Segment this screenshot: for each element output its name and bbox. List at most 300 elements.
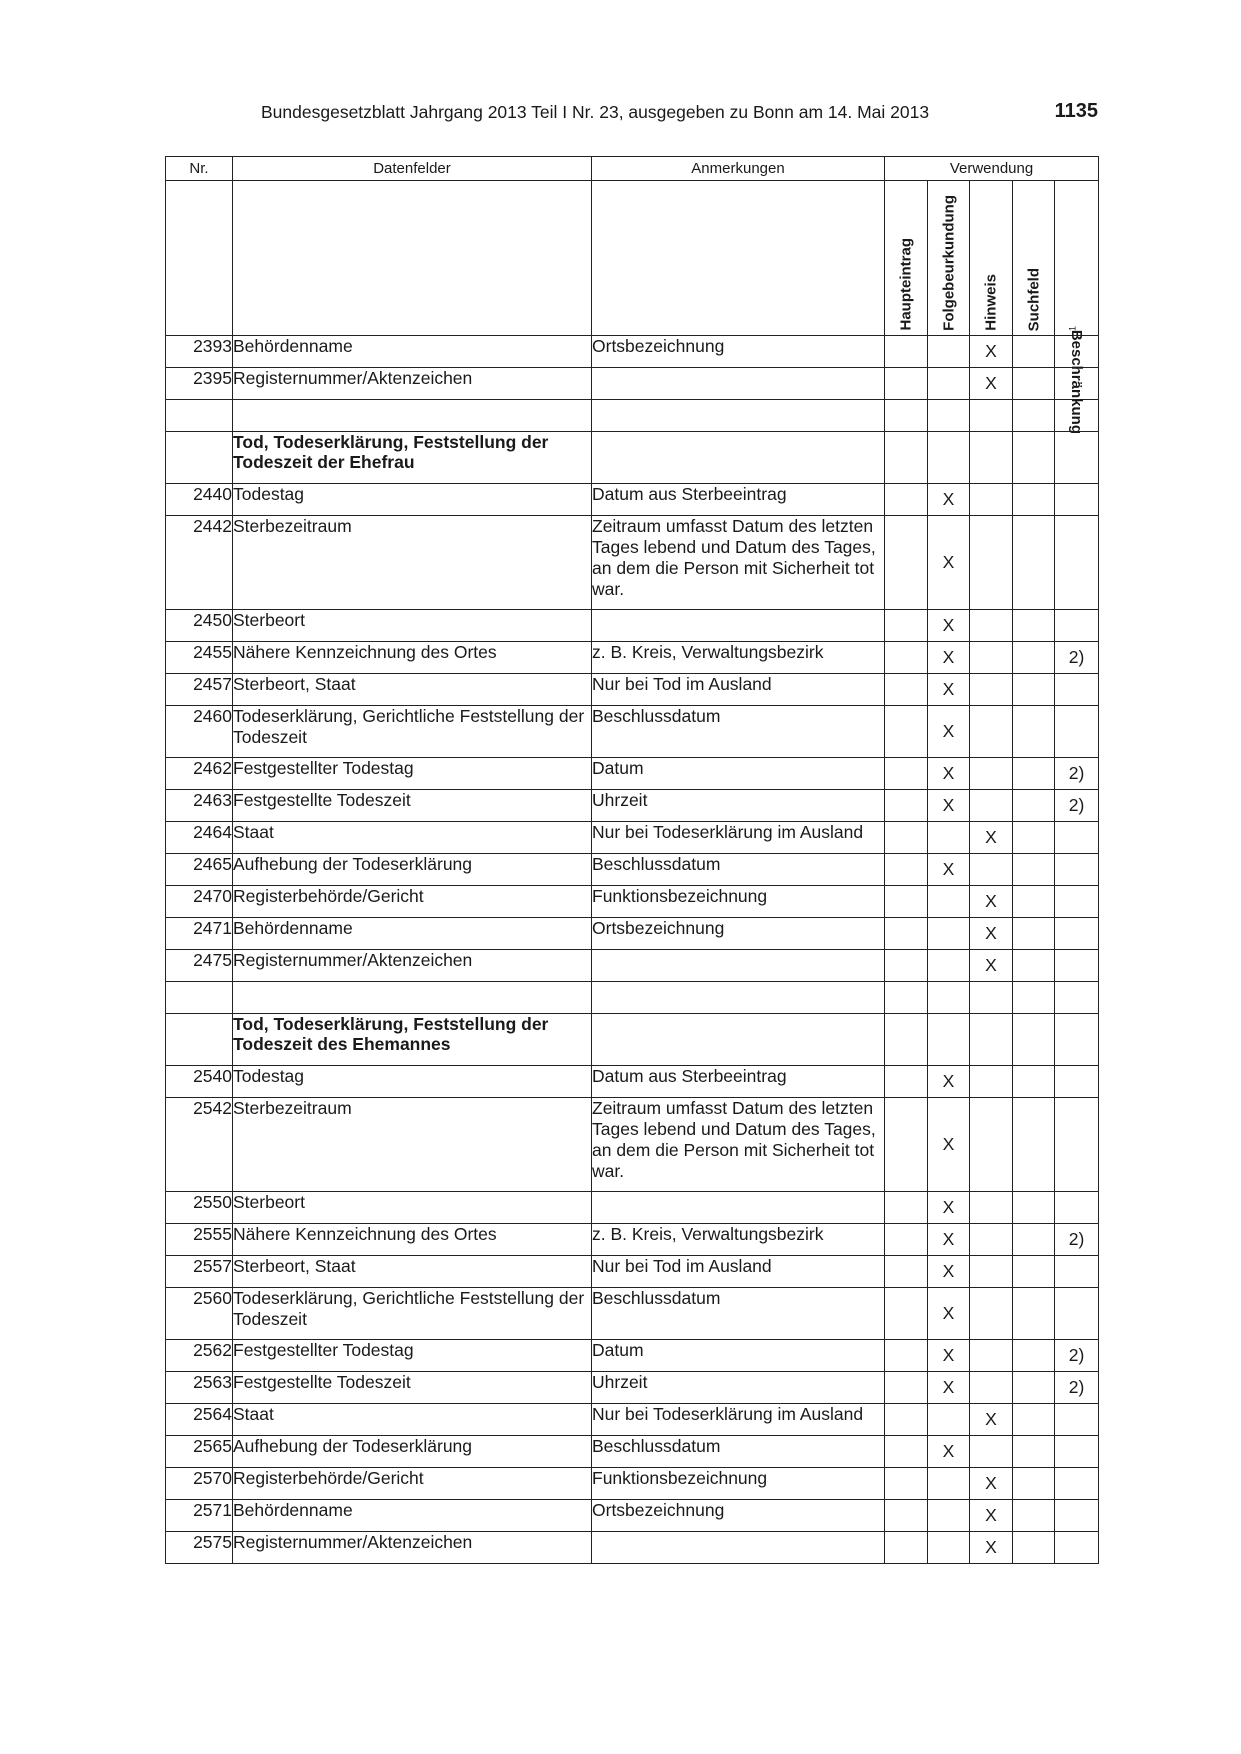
- mark-beschraenkung: [1055, 610, 1099, 642]
- mark-suchfeld: [1013, 1468, 1055, 1500]
- mark-suchfeld: [1013, 886, 1055, 918]
- field-name: Registernummer/Aktenzeichen: [233, 950, 592, 982]
- field-name: Todeserklärung, Gerichtliche Feststellung der Todeszeit: [233, 1288, 592, 1340]
- mark-suchfeld: [1013, 1098, 1055, 1192]
- mark-haupteintrag: [885, 1224, 928, 1256]
- section-heading: Tod, Todeserklärung, Feststellung der Todeszeit des Ehemannes: [233, 1014, 592, 1066]
- mark-hinweis: [970, 758, 1013, 790]
- field-name: Todestag: [233, 1066, 592, 1098]
- mark-folgebeurkundung: X: [928, 706, 970, 758]
- mark-suchfeld: [1013, 706, 1055, 758]
- field-name: Festgestellte Todeszeit: [233, 1372, 592, 1404]
- mark-hinweis: X: [970, 886, 1013, 918]
- table-row: [166, 1436, 1099, 1468]
- field-name: Sterbeort, Staat: [233, 674, 592, 706]
- mark-hinweis: [970, 1192, 1013, 1224]
- row-number: 2457: [166, 674, 233, 706]
- field-name: [233, 400, 592, 432]
- mark-haupteintrag: [885, 854, 928, 886]
- mark-haupteintrag: [885, 886, 928, 918]
- table-body: [166, 336, 1099, 1564]
- row-number: [166, 400, 233, 432]
- row-number: 2393: [166, 336, 233, 368]
- mark-folgebeurkundung: [928, 336, 970, 368]
- header-datenfelder: Datenfelder: [233, 157, 592, 181]
- mark-folgebeurkundung: X: [928, 1098, 970, 1192]
- mark-suchfeld: [1013, 1288, 1055, 1340]
- mark-suchfeld: [1013, 610, 1055, 642]
- mark-hinweis: [970, 484, 1013, 516]
- mark-suchfeld: [1013, 982, 1055, 1014]
- mark-haupteintrag: [885, 1500, 928, 1532]
- field-name: Festgestellter Todestag: [233, 758, 592, 790]
- mark-folgebeurkundung: [928, 886, 970, 918]
- mark-suchfeld: [1013, 790, 1055, 822]
- table-row: [166, 642, 1099, 674]
- field-name: [233, 982, 592, 1014]
- mark-suchfeld: [1013, 1372, 1055, 1404]
- table-row: [166, 1372, 1099, 1404]
- field-note: Datum aus Sterbeeintrag: [592, 484, 885, 516]
- mark-beschraenkung: 2): [1055, 758, 1099, 790]
- mark-folgebeurkundung: [928, 1532, 970, 1564]
- mark-folgebeurkundung: X: [928, 854, 970, 886]
- field-note: Ortsbezeichnung: [592, 336, 885, 368]
- mark-hinweis: [970, 1340, 1013, 1372]
- field-name: Registerbehörde/Gericht: [233, 886, 592, 918]
- mark-folgebeurkundung: [928, 950, 970, 982]
- mark-hinweis: [970, 674, 1013, 706]
- field-name: Todestag: [233, 484, 592, 516]
- mark-haupteintrag: [885, 1372, 928, 1404]
- running-head: Bundesgesetzblatt Jahrgang 2013 Teil I Nr. 23, ausgegeben zu Bonn am 14. Mai 2013: [261, 102, 930, 122]
- row-number: 2564: [166, 1404, 233, 1436]
- field-name: Nähere Kennzeichnung des Ortes: [233, 1224, 592, 1256]
- table-row: [166, 1192, 1099, 1224]
- mark-suchfeld: [1013, 1256, 1055, 1288]
- mark-suchfeld: [1013, 368, 1055, 400]
- header-haupteintrag: Haupteintrag: [885, 181, 928, 336]
- mark-beschraenkung: [1055, 674, 1099, 706]
- table-row: [166, 1014, 1099, 1066]
- field-note: Ortsbezeichnung: [592, 918, 885, 950]
- mark-haupteintrag: [885, 336, 928, 368]
- row-number: 2450: [166, 610, 233, 642]
- mark-folgebeurkundung: [928, 1014, 970, 1066]
- mark-beschraenkung: 2): [1055, 790, 1099, 822]
- mark-suchfeld: [1013, 642, 1055, 674]
- header-spacer: [592, 181, 885, 336]
- mark-hinweis: X: [970, 336, 1013, 368]
- header-folgebeurkundung: Folgebeurkundung: [928, 181, 970, 336]
- mark-haupteintrag: [885, 950, 928, 982]
- field-note: [592, 610, 885, 642]
- field-note: [592, 1014, 885, 1066]
- mark-hinweis: X: [970, 822, 1013, 854]
- field-note: Nur bei Todeserklärung im Ausland: [592, 1404, 885, 1436]
- mark-beschraenkung: [1055, 886, 1099, 918]
- field-name: Sterbeort: [233, 610, 592, 642]
- table-row: [166, 822, 1099, 854]
- mark-beschraenkung: [1055, 918, 1099, 950]
- mark-haupteintrag: [885, 1288, 928, 1340]
- mark-suchfeld: [1013, 1340, 1055, 1372]
- header-hinweis: Hinweis: [970, 181, 1013, 336]
- field-name: Sterbeort: [233, 1192, 592, 1224]
- mark-beschraenkung: 2): [1055, 1224, 1099, 1256]
- row-number: 2563: [166, 1372, 233, 1404]
- row-number: 2542: [166, 1098, 233, 1192]
- field-note: Uhrzeit: [592, 790, 885, 822]
- field-name: Registernummer/Aktenzeichen: [233, 1532, 592, 1564]
- mark-suchfeld: [1013, 950, 1055, 982]
- mark-suchfeld: [1013, 758, 1055, 790]
- mark-haupteintrag: [885, 918, 928, 950]
- table-row: [166, 1404, 1099, 1436]
- mark-suchfeld: [1013, 336, 1055, 368]
- field-note: Nur bei Tod im Ausland: [592, 674, 885, 706]
- mark-haupteintrag: [885, 1098, 928, 1192]
- header-spacer: [233, 181, 592, 336]
- table-row: [166, 706, 1099, 758]
- mark-haupteintrag: [885, 1256, 928, 1288]
- header-spacer: [166, 181, 233, 336]
- row-number: 2442: [166, 516, 233, 610]
- mark-beschraenkung: [1055, 432, 1099, 484]
- mark-beschraenkung: [1055, 1066, 1099, 1098]
- field-name: Sterbezeitraum: [233, 516, 592, 610]
- mark-folgebeurkundung: [928, 1500, 970, 1532]
- mark-haupteintrag: [885, 484, 928, 516]
- table-row: [166, 982, 1099, 1014]
- mark-beschraenkung: [1055, 1436, 1099, 1468]
- table-row: [166, 950, 1099, 982]
- mark-beschraenkung: [1055, 484, 1099, 516]
- mark-haupteintrag: [885, 1192, 928, 1224]
- table-row: [166, 368, 1099, 400]
- field-note: Funktionsbezeichnung: [592, 1468, 885, 1500]
- field-name: Registerbehörde/Gericht: [233, 1468, 592, 1500]
- mark-hinweis: X: [970, 918, 1013, 950]
- table-row: [166, 516, 1099, 610]
- table-row: [166, 758, 1099, 790]
- mark-suchfeld: [1013, 1224, 1055, 1256]
- field-name: Staat: [233, 822, 592, 854]
- field-note: z. B. Kreis, Verwaltungsbezirk: [592, 1224, 885, 1256]
- mark-folgebeurkundung: X: [928, 758, 970, 790]
- header-suchfeld: Suchfeld: [1013, 181, 1055, 336]
- mark-beschraenkung: [1055, 950, 1099, 982]
- field-note: [592, 368, 885, 400]
- mark-hinweis: X: [970, 1468, 1013, 1500]
- field-note: Uhrzeit: [592, 1372, 885, 1404]
- row-number: 2570: [166, 1468, 233, 1500]
- mark-haupteintrag: [885, 610, 928, 642]
- mark-hinweis: X: [970, 1500, 1013, 1532]
- mark-haupteintrag: [885, 400, 928, 432]
- mark-folgebeurkundung: X: [928, 790, 970, 822]
- row-number: [166, 982, 233, 1014]
- mark-haupteintrag: [885, 368, 928, 400]
- row-number: 2470: [166, 886, 233, 918]
- page-header: [165, 100, 1098, 130]
- mark-hinweis: [970, 1256, 1013, 1288]
- mark-hinweis: X: [970, 1532, 1013, 1564]
- field-note: Zeitraum umfasst Datum des letzten Tages lebend und Datum des Tages, an dem die Person mit Sicherheit tot war.: [592, 1098, 885, 1192]
- row-number: 2471: [166, 918, 233, 950]
- mark-folgebeurkundung: X: [928, 1372, 970, 1404]
- mark-beschraenkung: [1055, 822, 1099, 854]
- mark-haupteintrag: [885, 1340, 928, 1372]
- field-name: Sterbezeitraum: [233, 1098, 592, 1192]
- field-note: [592, 400, 885, 432]
- mark-folgebeurkundung: X: [928, 642, 970, 674]
- section-heading: Tod, Todeserklärung, Feststellung der Todeszeit der Ehefrau: [233, 432, 592, 484]
- mark-hinweis: [970, 1098, 1013, 1192]
- mark-folgebeurkundung: X: [928, 1192, 970, 1224]
- table-row: [166, 790, 1099, 822]
- mark-haupteintrag: [885, 1404, 928, 1436]
- register-table: [165, 156, 1099, 1564]
- mark-beschraenkung: [1055, 1256, 1099, 1288]
- mark-beschraenkung: [1055, 1014, 1099, 1066]
- mark-hinweis: [970, 1224, 1013, 1256]
- table-row: [166, 1340, 1099, 1372]
- field-note: [592, 1532, 885, 1564]
- mark-hinweis: X: [970, 950, 1013, 982]
- mark-suchfeld: [1013, 484, 1055, 516]
- table-row: [166, 484, 1099, 516]
- field-note: Datum aus Sterbeeintrag: [592, 1066, 885, 1098]
- mark-haupteintrag: [885, 1532, 928, 1564]
- mark-beschraenkung: [1055, 854, 1099, 886]
- row-number: 2440: [166, 484, 233, 516]
- table-row: [166, 1098, 1099, 1192]
- field-name: Behördenname: [233, 336, 592, 368]
- field-name: Behördenname: [233, 1500, 592, 1532]
- mark-beschraenkung: [1055, 516, 1099, 610]
- mark-folgebeurkundung: [928, 822, 970, 854]
- field-note: Zeitraum umfasst Datum des letzten Tages lebend und Datum des Tages, an dem die Person mit Sicherheit tot war.: [592, 516, 885, 610]
- mark-haupteintrag: [885, 706, 928, 758]
- mark-suchfeld: [1013, 516, 1055, 610]
- field-note: z. B. Kreis, Verwaltungsbezirk: [592, 642, 885, 674]
- mark-hinweis: [970, 1066, 1013, 1098]
- mark-hinweis: X: [970, 368, 1013, 400]
- field-name: Sterbeort, Staat: [233, 1256, 592, 1288]
- mark-beschraenkung: 2): [1055, 1372, 1099, 1404]
- mark-folgebeurkundung: [928, 918, 970, 950]
- table-row: [166, 854, 1099, 886]
- mark-suchfeld: [1013, 1014, 1055, 1066]
- mark-hinweis: [970, 610, 1013, 642]
- mark-beschraenkung: [1055, 1532, 1099, 1564]
- mark-haupteintrag: [885, 1468, 928, 1500]
- mark-folgebeurkundung: [928, 982, 970, 1014]
- mark-beschraenkung: [1055, 1468, 1099, 1500]
- mark-beschraenkung: [1055, 1288, 1099, 1340]
- field-name: Staat: [233, 1404, 592, 1436]
- table-row: [166, 674, 1099, 706]
- field-note: Nur bei Tod im Ausland: [592, 1256, 885, 1288]
- mark-suchfeld: [1013, 400, 1055, 432]
- mark-hinweis: [970, 790, 1013, 822]
- mark-folgebeurkundung: X: [928, 1066, 970, 1098]
- row-number: 2540: [166, 1066, 233, 1098]
- row-number: 2465: [166, 854, 233, 886]
- table-row: [166, 400, 1099, 432]
- mark-hinweis: [970, 982, 1013, 1014]
- row-number: 2462: [166, 758, 233, 790]
- table-row: [166, 336, 1099, 368]
- mark-folgebeurkundung: [928, 1404, 970, 1436]
- mark-hinweis: [970, 432, 1013, 484]
- table-row: [166, 432, 1099, 484]
- table-row: [166, 1500, 1099, 1532]
- table-row: [166, 610, 1099, 642]
- mark-hinweis: [970, 1288, 1013, 1340]
- field-name: Festgestellte Todeszeit: [233, 790, 592, 822]
- table-row: [166, 1224, 1099, 1256]
- table-row: [166, 918, 1099, 950]
- row-number: [166, 432, 233, 484]
- row-number: 2460: [166, 706, 233, 758]
- mark-folgebeurkundung: [928, 400, 970, 432]
- row-number: 2464: [166, 822, 233, 854]
- mark-folgebeurkundung: X: [928, 1340, 970, 1372]
- row-number: 2555: [166, 1224, 233, 1256]
- field-name: Aufhebung der Todeserklärung: [233, 854, 592, 886]
- mark-haupteintrag: [885, 790, 928, 822]
- mark-folgebeurkundung: [928, 432, 970, 484]
- field-name: Aufhebung der Todeserklärung: [233, 1436, 592, 1468]
- mark-folgebeurkundung: X: [928, 1256, 970, 1288]
- mark-suchfeld: [1013, 1066, 1055, 1098]
- mark-beschraenkung: [1055, 1192, 1099, 1224]
- field-note: Beschlussdatum: [592, 1288, 885, 1340]
- mark-beschraenkung: [1055, 706, 1099, 758]
- mark-suchfeld: [1013, 1404, 1055, 1436]
- row-number: 2562: [166, 1340, 233, 1372]
- mark-hinweis: X: [970, 1404, 1013, 1436]
- mark-haupteintrag: [885, 982, 928, 1014]
- field-note: Datum: [592, 1340, 885, 1372]
- row-number: 2571: [166, 1500, 233, 1532]
- header-nr: Nr.: [166, 157, 233, 181]
- mark-haupteintrag: [885, 432, 928, 484]
- field-note: [592, 432, 885, 484]
- mark-folgebeurkundung: X: [928, 1288, 970, 1340]
- mark-beschraenkung: 2): [1055, 642, 1099, 674]
- table-row: [166, 1256, 1099, 1288]
- mark-haupteintrag: [885, 674, 928, 706]
- mark-folgebeurkundung: [928, 368, 970, 400]
- page-number: 1135: [1054, 100, 1098, 122]
- mark-suchfeld: [1013, 1500, 1055, 1532]
- mark-hinweis: [970, 642, 1013, 674]
- row-number: 2557: [166, 1256, 233, 1288]
- mark-suchfeld: [1013, 1532, 1055, 1564]
- mark-hinweis: [970, 1372, 1013, 1404]
- mark-folgebeurkundung: X: [928, 484, 970, 516]
- header-anmerkungen: Anmerkungen: [592, 157, 885, 181]
- mark-hinweis: [970, 706, 1013, 758]
- mark-folgebeurkundung: X: [928, 674, 970, 706]
- row-number: 2395: [166, 368, 233, 400]
- header-verwendung: Verwendung: [885, 157, 1099, 181]
- mark-suchfeld: [1013, 918, 1055, 950]
- footnote-ref: 1: [1067, 325, 1078, 331]
- mark-folgebeurkundung: X: [928, 1436, 970, 1468]
- mark-beschraenkung: [1055, 1404, 1099, 1436]
- mark-folgebeurkundung: [928, 1468, 970, 1500]
- mark-haupteintrag: [885, 516, 928, 610]
- mark-suchfeld: [1013, 1192, 1055, 1224]
- row-number: 2565: [166, 1436, 233, 1468]
- field-name: Todeserklärung, Gerichtliche Feststellung der Todeszeit: [233, 706, 592, 758]
- field-name: Nähere Kennzeichnung des Ortes: [233, 642, 592, 674]
- table-row: [166, 886, 1099, 918]
- table-row: [166, 1468, 1099, 1500]
- table-row: [166, 1288, 1099, 1340]
- mark-suchfeld: [1013, 674, 1055, 706]
- field-note: Beschlussdatum: [592, 1436, 885, 1468]
- row-number: 2455: [166, 642, 233, 674]
- field-note: Ortsbezeichnung: [592, 1500, 885, 1532]
- mark-beschraenkung: 2): [1055, 1340, 1099, 1372]
- field-name: Behördenname: [233, 918, 592, 950]
- mark-beschraenkung: [1055, 1098, 1099, 1192]
- mark-haupteintrag: [885, 1066, 928, 1098]
- mark-hinweis: [970, 400, 1013, 432]
- field-note: [592, 1192, 885, 1224]
- table-row: [166, 1532, 1099, 1564]
- mark-hinweis: [970, 854, 1013, 886]
- mark-beschraenkung: [1055, 982, 1099, 1014]
- field-note: Beschlussdatum: [592, 854, 885, 886]
- mark-folgebeurkundung: X: [928, 516, 970, 610]
- header-beschraenkung: Beschränkung $^1$: [1055, 181, 1099, 336]
- mark-hinweis: [970, 1014, 1013, 1066]
- field-name: Registernummer/Aktenzeichen: [233, 368, 592, 400]
- mark-folgebeurkundung: X: [928, 610, 970, 642]
- row-number: 2463: [166, 790, 233, 822]
- row-number: [166, 1014, 233, 1066]
- field-note: Nur bei Todeserklärung im Ausland: [592, 822, 885, 854]
- mark-suchfeld: [1013, 432, 1055, 484]
- row-number: 2475: [166, 950, 233, 982]
- field-note: [592, 950, 885, 982]
- row-number: 2550: [166, 1192, 233, 1224]
- mark-suchfeld: [1013, 854, 1055, 886]
- field-note: Datum: [592, 758, 885, 790]
- field-note: Funktionsbezeichnung: [592, 886, 885, 918]
- field-name: Festgestellter Todestag: [233, 1340, 592, 1372]
- mark-haupteintrag: [885, 1014, 928, 1066]
- field-note: [592, 982, 885, 1014]
- mark-suchfeld: [1013, 1436, 1055, 1468]
- field-note: Beschlussdatum: [592, 706, 885, 758]
- mark-haupteintrag: [885, 822, 928, 854]
- mark-haupteintrag: [885, 1436, 928, 1468]
- mark-folgebeurkundung: X: [928, 1224, 970, 1256]
- mark-haupteintrag: [885, 758, 928, 790]
- mark-suchfeld: [1013, 822, 1055, 854]
- mark-hinweis: [970, 1436, 1013, 1468]
- row-number: 2575: [166, 1532, 233, 1564]
- mark-hinweis: [970, 516, 1013, 610]
- mark-haupteintrag: [885, 642, 928, 674]
